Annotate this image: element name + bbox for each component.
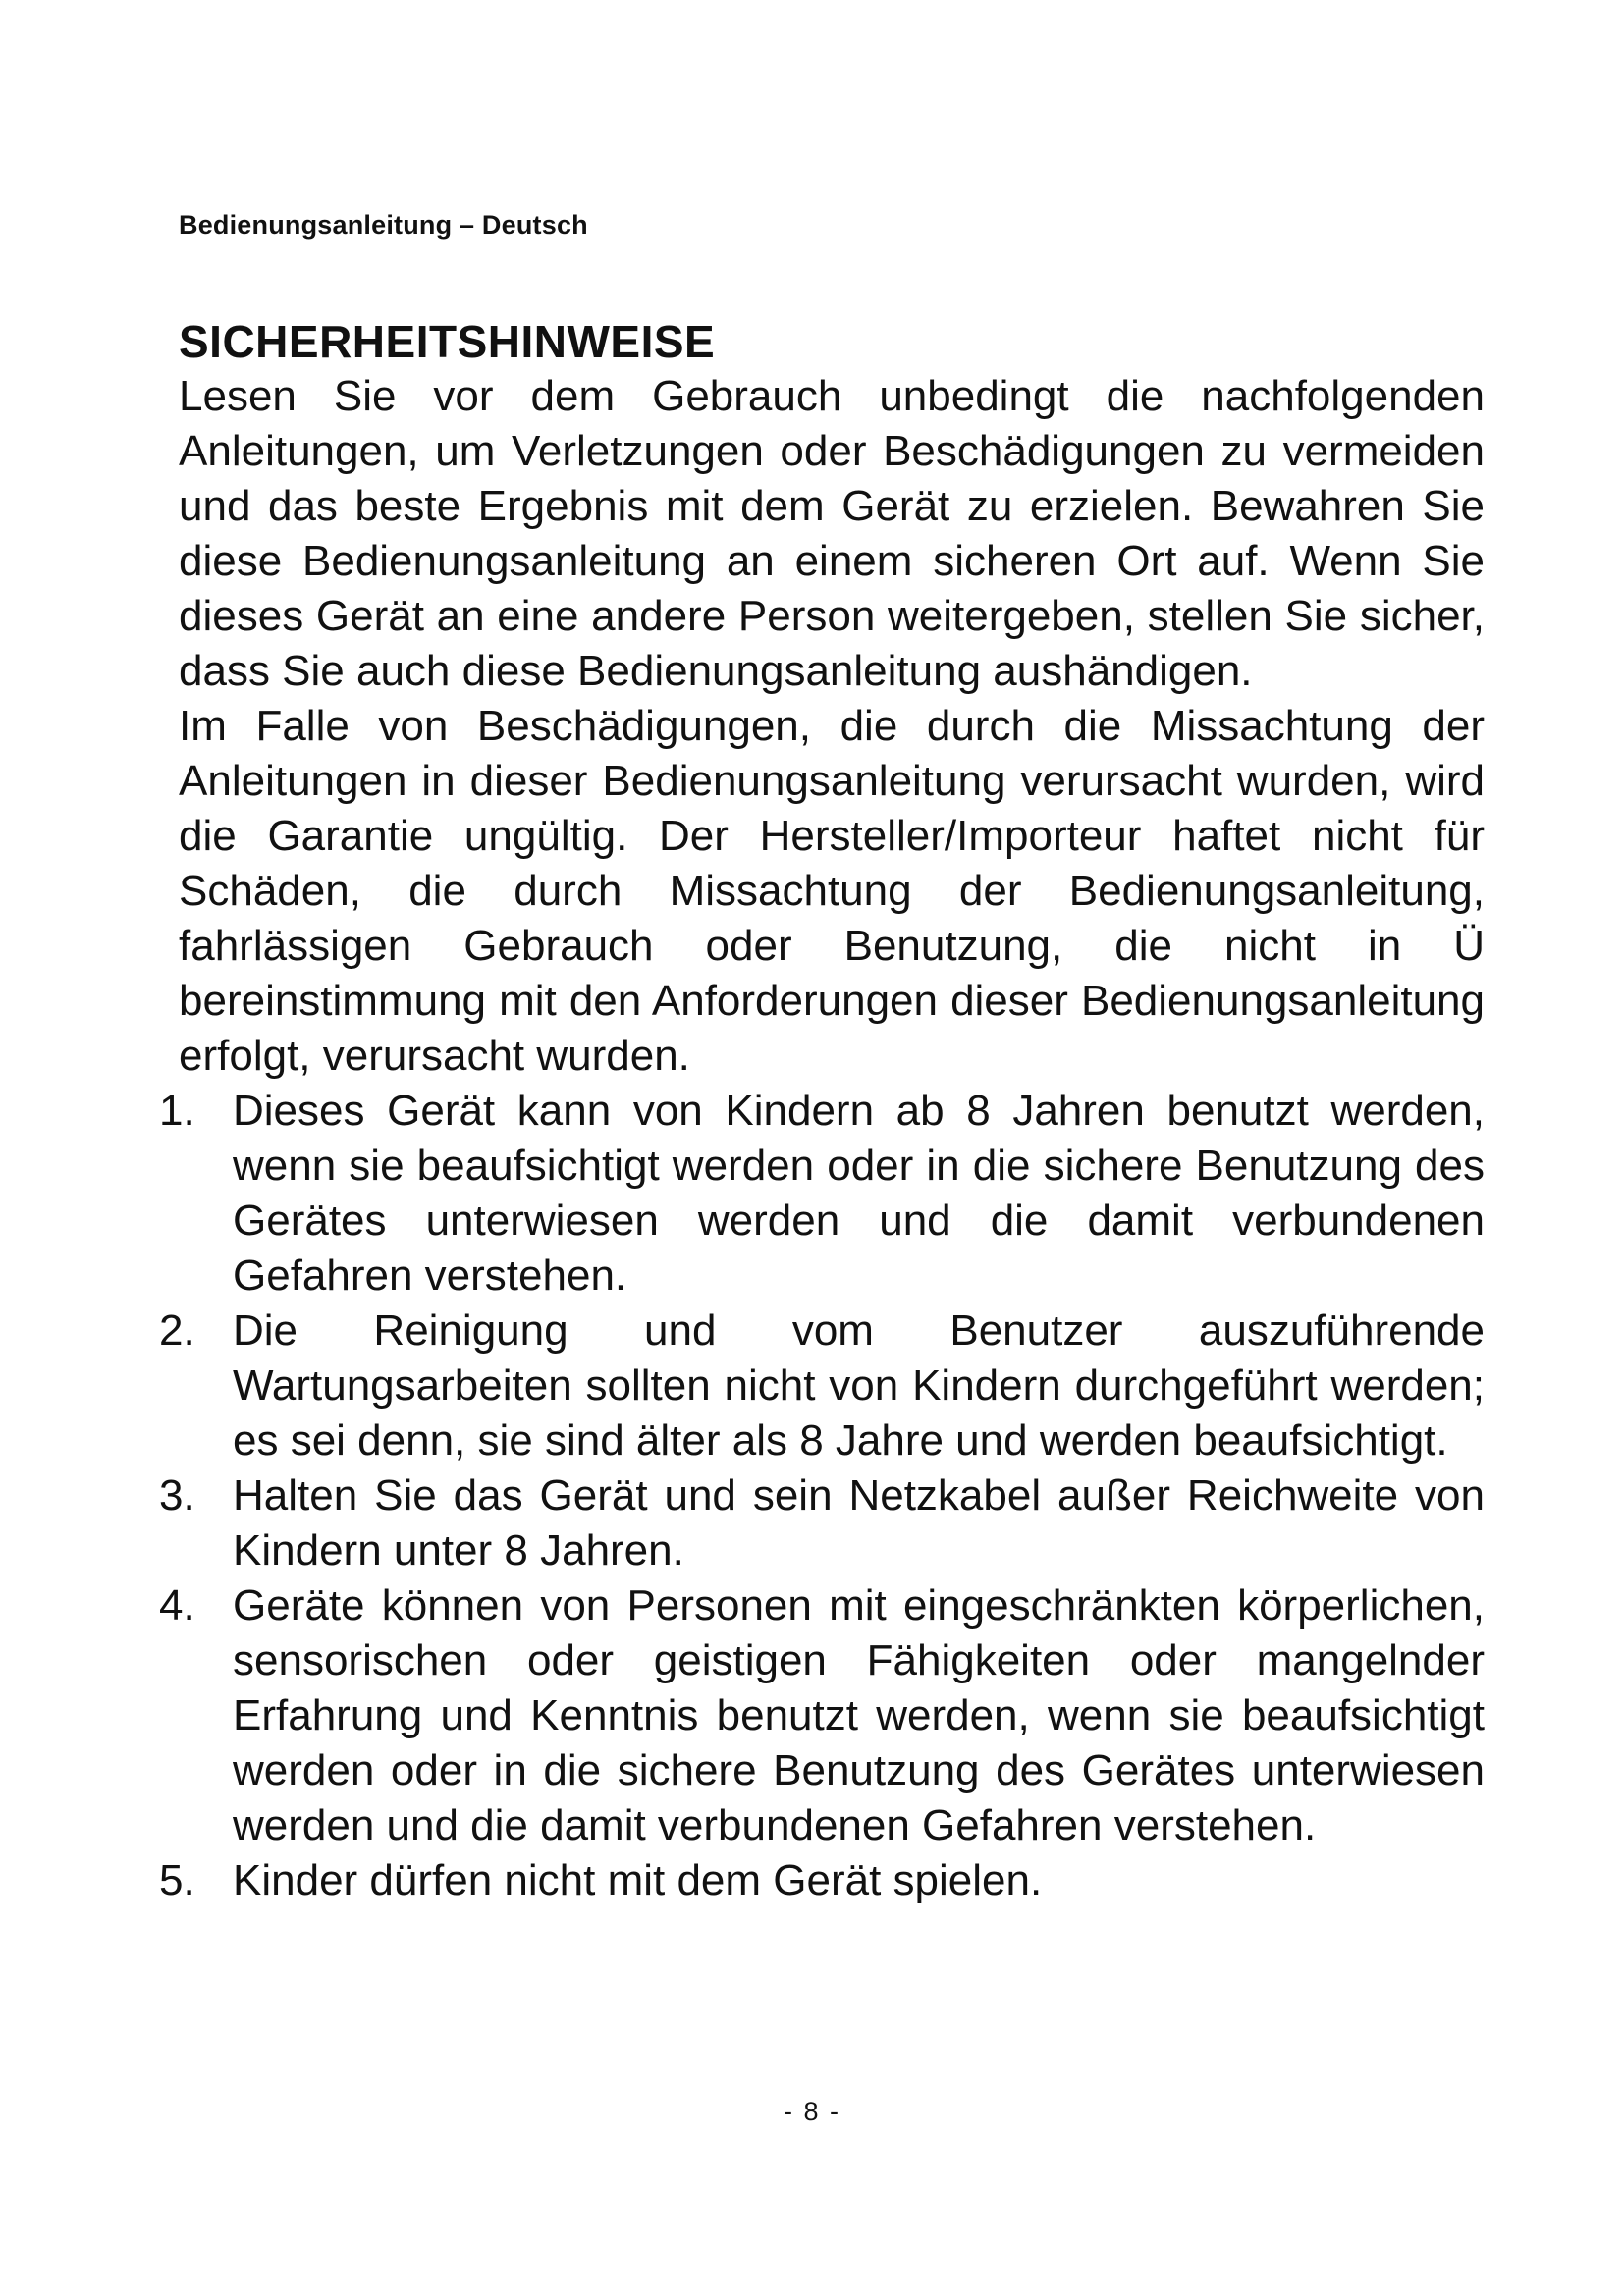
safety-list [159, 1084, 1485, 1908]
running-header: Bedienungsanleitung – Deutsch [179, 210, 588, 240]
list-item-text: Kinder dürfen nicht mit dem Gerät spielen. [233, 1856, 1043, 1904]
list-item [159, 1578, 1485, 1853]
list-item [159, 1468, 1485, 1578]
list-item-number: 3. [159, 1471, 195, 1520]
document-body [159, 314, 1485, 1908]
intro-paragraph: Lesen Sie vor dem Gebrauch unbedingt die nachfolgenden Anleitungen, um Verletzungen oder Beschädigungen zu vermeiden und das beste Ergebnis mit dem Gerät zu erzielen. Bewahren Sie diese Bedienungsanleitung an einem sicheren Ort auf. Wenn Sie dieses Gerät an eine andere Person weitergeben, stellen Sie sicher, dass Sie auch diese Bedienungsanleitung aushändigen. [179, 372, 1485, 695]
list-item [159, 1304, 1485, 1468]
list-item [159, 1853, 1485, 1908]
list-item-number: 4. [159, 1581, 195, 1629]
list-item-number: 5. [159, 1856, 195, 1904]
page-number: - 8 - [783, 2097, 840, 2126]
list-item-number: 2. [159, 1307, 195, 1355]
list-item-text: Geräte können von Personen mit eingeschränkten körperlichen, sensorischen oder geistigen Fähigkeiten oder mangelnder Erfahrung und Kenntnis benutzt werden, wenn sie beaufsichtigt werden oder in die sichere Benutzung des Gerätes unterwiesen werden und die damit verbundenen Gefahren verstehen. [233, 1581, 1485, 1849]
list-item-text: Halten Sie das Gerät und sein Netzkabel außer Reichweite von Kindern unter 8 Jahren. [233, 1471, 1485, 1575]
list-item-number: 1. [159, 1087, 195, 1135]
section-title: SICHERHEITSHINWEISE [179, 316, 716, 367]
list-item-text: Dieses Gerät kann von Kindern ab 8 Jahren benutzt werden, wenn sie beaufsichtigt werden oder in die sichere Benutzung des Gerätes unterwiesen werden und die damit verbundenen Gefahren verstehen. [233, 1087, 1485, 1300]
warranty-paragraph: Im Falle von Beschädigungen, die durch die Missachtung der Anleitungen in dieser Bedienungsanleitung verursacht wurden, wird die Garantie ungültig. Der Hersteller/Importeur haftet nicht für Schäden, die durch Missachtung der Bedienungsanleitung, fahrlässigen Gebrauch oder Benutzung, die nicht in Ü bereinstimmung mit den Anforderungen dieser Bedienungsanleitung erfolgt, verursacht wurden. [179, 702, 1485, 1080]
list-item [159, 1084, 1485, 1304]
list-item-text: Die Reinigung und vom Benutzer auszuführende Wartungsarbeiten sollten nicht von Kindern durchgeführt werden; es sei denn, sie sind älter als 8 Jahre und werden beaufsichtigt. [233, 1307, 1485, 1465]
